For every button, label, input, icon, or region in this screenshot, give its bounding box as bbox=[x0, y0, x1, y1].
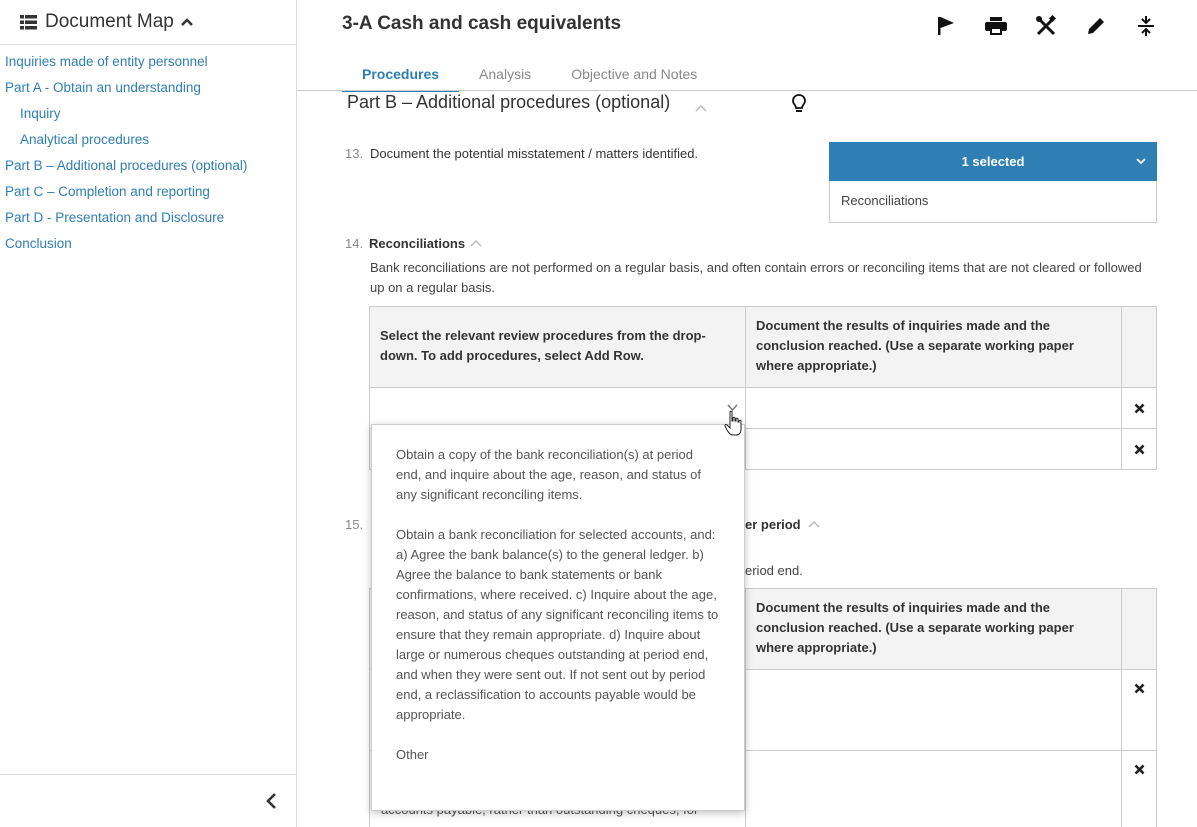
results-input[interactable] bbox=[746, 670, 1122, 750]
question-13-text: Document the potential misstatement / matters identified. bbox=[370, 146, 699, 161]
chevron-up-icon[interactable] bbox=[695, 104, 707, 112]
flag-icon bbox=[937, 16, 955, 36]
results-input[interactable] bbox=[746, 388, 1122, 428]
table-header bbox=[370, 307, 1156, 388]
tab-divider bbox=[297, 90, 1197, 91]
column-header-procedures: Select the relevant review procedures from the drop-down. To add procedures, select Add Row. bbox=[370, 307, 746, 387]
delete-row-icon[interactable] bbox=[1134, 764, 1145, 775]
print-icon bbox=[985, 17, 1007, 35]
column-header-actions bbox=[1122, 307, 1156, 387]
lightbulb-icon[interactable] bbox=[791, 94, 807, 114]
tab-analysis[interactable]: Analysis bbox=[479, 66, 532, 82]
tools-icon bbox=[1035, 15, 1057, 37]
question-15-title: er period bbox=[745, 517, 801, 532]
dropdown-option[interactable]: Other bbox=[396, 747, 429, 762]
collapse-all-button[interactable] bbox=[1121, 13, 1171, 39]
flag-button[interactable] bbox=[921, 13, 971, 39]
results-input[interactable] bbox=[746, 429, 1122, 469]
nav-item-analytical-procedures[interactable]: Analytical procedures bbox=[20, 132, 150, 147]
delete-row-cell bbox=[1122, 388, 1156, 428]
edit-icon bbox=[1086, 16, 1106, 36]
question-14-title: Reconciliations bbox=[369, 236, 466, 251]
edit-button[interactable] bbox=[1071, 13, 1121, 39]
procedure-dropdown[interactable] bbox=[370, 388, 746, 428]
nav-item-part-b[interactable]: Part B – Additional procedures (optional) bbox=[5, 158, 248, 173]
nav-item-part-c[interactable]: Part C – Completion and reporting bbox=[5, 184, 210, 199]
chevron-up-icon[interactable] bbox=[470, 239, 482, 247]
nav-item-part-d[interactable]: Part D - Presentation and Disclosure bbox=[5, 210, 225, 225]
delete-row-icon[interactable] bbox=[1134, 683, 1145, 694]
chevron-up-icon bbox=[181, 18, 193, 26]
nav-item-conclusion[interactable]: Conclusion bbox=[5, 236, 72, 251]
dropdown-option[interactable]: Obtain a copy of the bank reconciliation(s) at period end, and inquire about the age, reason, and status of any significant reconciling items. bbox=[396, 447, 702, 502]
nav-item-part-a[interactable]: Part A - Obtain an understanding bbox=[5, 80, 201, 95]
list-icon bbox=[20, 15, 37, 30]
page-title: 3-A Cash and cash equivalents bbox=[342, 13, 622, 34]
multiselect-label: 1 selected bbox=[961, 154, 1025, 169]
multiselect-selected-item: Reconciliations bbox=[829, 181, 1157, 223]
document-map-nav bbox=[0, 45, 296, 260]
delete-row-cell bbox=[1122, 670, 1156, 750]
print-button[interactable] bbox=[971, 13, 1021, 39]
main-content bbox=[297, 0, 1197, 827]
delete-row-cell bbox=[1122, 429, 1156, 469]
delete-row-cell bbox=[1122, 751, 1156, 827]
question-14-description: Bank reconciliations are not performed on a regular basis, and often contain errors or reconciling items that are not cleared or followed up on a regular basis. bbox=[370, 260, 1142, 295]
document-map-title: Document Map bbox=[45, 11, 174, 32]
results-input[interactable] bbox=[746, 751, 1122, 827]
column-header-results: Document the results of inquiries made and the conclusion reached. (Use a separate working paper where appropriate.) bbox=[746, 307, 1122, 387]
delete-row-icon[interactable] bbox=[1134, 403, 1145, 414]
tab-bar bbox=[342, 60, 717, 92]
tab-objective-notes[interactable]: Objective and Notes bbox=[571, 66, 698, 82]
toolbar bbox=[921, 13, 1171, 39]
document-map-sidebar bbox=[0, 0, 297, 827]
matters-multiselect[interactable] bbox=[829, 142, 1157, 181]
procedure-dropdown-menu bbox=[371, 424, 745, 811]
tools-button[interactable] bbox=[1021, 13, 1071, 39]
question-15-description: eriod end. bbox=[745, 563, 803, 578]
chevron-left-icon[interactable] bbox=[262, 791, 282, 811]
nav-item-inquiry[interactable]: Inquiry bbox=[20, 106, 61, 121]
nav-item-inquiries[interactable]: Inquiries made of entity personnel bbox=[5, 54, 208, 69]
chevron-up-icon[interactable] bbox=[808, 520, 820, 528]
question-13-number: 13. bbox=[345, 146, 364, 161]
collapse-icon bbox=[1137, 15, 1155, 37]
tab-procedures[interactable]: Procedures bbox=[342, 60, 459, 92]
document-map-header[interactable] bbox=[0, 0, 296, 45]
dropdown-option[interactable]: Obtain a bank reconciliation for selected accounts, and: a) Agree the bank balance(s) to the general ledger. b) Agree the balance to bank statements or bank confirmations, where received. c) Inquire about the age, reason, and status of any significant reconciling items to ensure that they remain appropriate. d) Inquire about large or numerous cheques outstanding at period end, and when they were sent out. If not sent out by period end, a reclassification to accounts payable would be appropriate. bbox=[396, 527, 719, 722]
section-title: Part B – Additional procedures (optional) bbox=[347, 92, 671, 112]
column-header-actions bbox=[1122, 589, 1156, 669]
column-header-results: Document the results of inquiries made and the conclusion reached. (Use a separate working paper where appropriate.) bbox=[746, 589, 1122, 669]
chevron-down-icon bbox=[1135, 155, 1147, 167]
delete-row-icon[interactable] bbox=[1134, 444, 1145, 455]
question-14-number: 14. bbox=[345, 236, 364, 251]
hand-cursor-icon bbox=[724, 410, 742, 438]
table-row bbox=[370, 388, 1156, 429]
sidebar-footer bbox=[0, 774, 296, 827]
question-15-number: 15. bbox=[345, 517, 364, 532]
